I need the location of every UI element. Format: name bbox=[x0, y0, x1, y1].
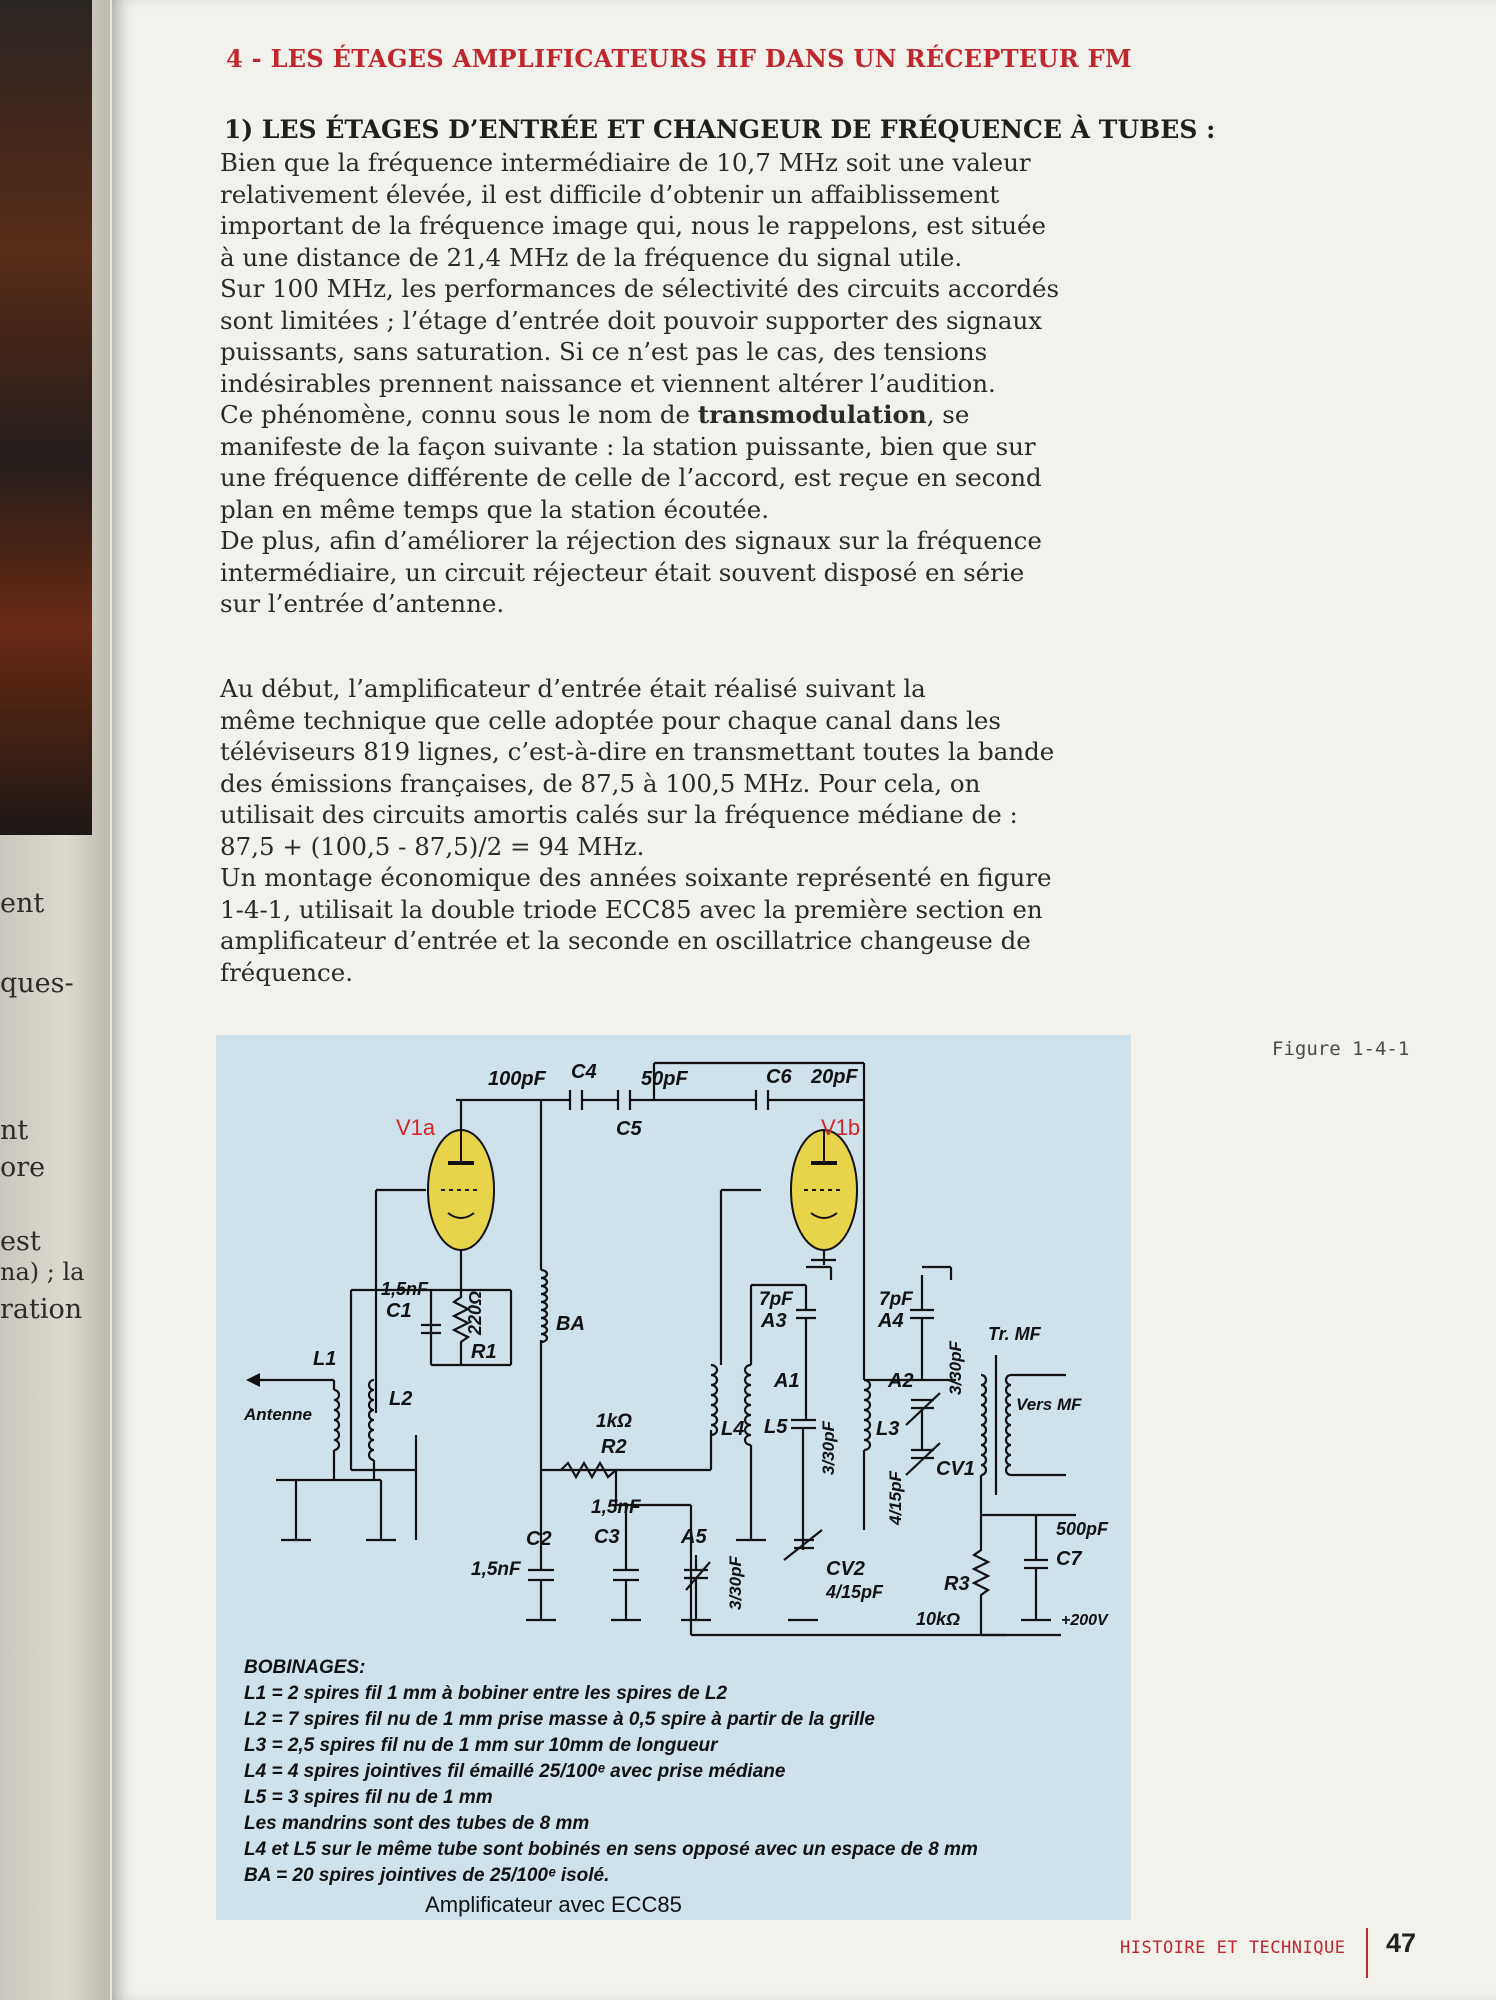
label-c4-value: 100pF bbox=[488, 1068, 546, 1090]
label-c2-value: 1,5nF bbox=[471, 1559, 521, 1580]
text-line: Au début, l’amplificateur d’entrée était réalisé suivant la bbox=[220, 674, 926, 703]
text-line: 87,5 + (100,5 - 87,5)/2 = 94 MHz. bbox=[220, 831, 645, 861]
text-line: sont limitées ; l’étage d’entrée doit pouvoir supporter des signaux bbox=[220, 305, 1043, 335]
windings-line: L1 = 2 spires fil 1 mm à bobiner entre les spires de L2 bbox=[244, 1683, 728, 1704]
windings-line: L5 = 3 spires fil nu de 1 mm bbox=[244, 1787, 493, 1808]
facing-text-fragment: ore bbox=[0, 1152, 46, 1183]
label-cv1-value: 4/15pF bbox=[886, 1471, 905, 1525]
chapter-title: 4 - LES ÉTAGES AMPLIFICATEURS HF DANS UN RÉCEPTEUR FM bbox=[226, 44, 1132, 73]
label-c6-value: 20pF bbox=[811, 1066, 858, 1088]
label-c6: C6 bbox=[766, 1066, 792, 1088]
label-r3-value: 10kΩ bbox=[916, 1609, 961, 1629]
schematic-figure bbox=[216, 1035, 1131, 1920]
label-a4: A4 bbox=[878, 1310, 904, 1332]
label-tr-mf: Tr. MF bbox=[988, 1324, 1041, 1344]
text-line: indésirables prennent naissance et viennent altérer l’audition. bbox=[220, 368, 996, 398]
figure-label: Figure 1-4-1 bbox=[1272, 1038, 1410, 1060]
footer-divider bbox=[1366, 1928, 1368, 1978]
label-l3: L3 bbox=[876, 1418, 900, 1440]
text-line: manifeste de la façon suivante : la station puissante, bien que sur bbox=[220, 431, 1036, 461]
label-cv2-value: 4/15pF bbox=[826, 1582, 884, 1602]
text-run: , se bbox=[926, 400, 970, 429]
label-a3: A3 bbox=[761, 1310, 787, 1332]
facing-text-fragment: ques- bbox=[0, 968, 74, 999]
text-line: De plus, afin d’améliorer la réjection des signaux sur la fréquence bbox=[220, 526, 1042, 555]
label-c7: C7 bbox=[1056, 1548, 1082, 1570]
label-a1-value: 3/30pF bbox=[819, 1421, 838, 1475]
label-c5-value: 50pF bbox=[641, 1068, 688, 1090]
label-c1: C1 bbox=[386, 1300, 412, 1322]
label-a2: A2 bbox=[888, 1370, 914, 1392]
label-a4-value: 7pF bbox=[879, 1289, 913, 1310]
running-footer: HISTOIRE ET TECHNIQUE bbox=[1120, 1938, 1346, 1958]
label-l5: L5 bbox=[764, 1416, 788, 1438]
windings-line: BA = 20 spires jointives de 25/100ᵉ isolé. bbox=[244, 1865, 610, 1886]
text-line: plan en même temps que la station écoutée. bbox=[220, 494, 770, 524]
label-a1: A1 bbox=[774, 1370, 800, 1392]
text-line: même technique que celle adoptée pour chaque canal dans les bbox=[220, 705, 1001, 735]
windings-line: L4 et L5 sur le même tube sont bobinés en sens opposé avec un espace de 8 mm bbox=[244, 1839, 978, 1860]
section-title: 1) LES ÉTAGES D’ENTRÉE ET CHANGEUR DE FRÉQUENCE À TUBES : bbox=[224, 115, 1216, 144]
windings-line: L3 = 2,5 spires fil nu de 1 mm sur 10mm de longueur bbox=[244, 1735, 718, 1756]
windings-list bbox=[244, 1655, 1124, 1889]
windings-title: BOBINAGES: bbox=[244, 1657, 366, 1678]
label-c3-value: 1,5nF bbox=[591, 1497, 641, 1518]
text-line: important de la fréquence image qui, nous le rappelons, est située bbox=[220, 211, 1047, 240]
label-l4: L4 bbox=[721, 1418, 745, 1440]
text-line: à une distance de 21,4 MHz de la fréquence du signal utile. bbox=[220, 242, 963, 272]
body-text-block-1 bbox=[220, 147, 1140, 620]
label-a5: A5 bbox=[681, 1526, 707, 1548]
text-run: Ce phénomène, connu sous le nom de bbox=[220, 400, 698, 429]
text-line: téléviseurs 819 lignes, c’est-à-dire en transmettant toutes la bande bbox=[220, 737, 1055, 766]
text-line: amplificateur d’entrée et la seconde en oscillatrice changeuse de bbox=[220, 926, 1031, 955]
label-v1b: V1b bbox=[821, 1115, 861, 1140]
facing-text-fragment: na) ; la bbox=[0, 1258, 85, 1286]
label-c2: C2 bbox=[526, 1528, 552, 1550]
facing-text-fragment: est bbox=[0, 1226, 41, 1257]
text-line: puissants, sans saturation. Si ce n’est pas le cas, des tensions bbox=[220, 337, 988, 366]
figure-caption: Amplificateur avec ECC85 bbox=[425, 1892, 682, 1917]
windings-line: L2 = 7 spires fil nu de 1 mm prise masse à 0,5 spire à partir de la grille bbox=[244, 1709, 875, 1730]
label-c3: C3 bbox=[594, 1526, 620, 1548]
term-transmodulation: transmodulation bbox=[697, 400, 927, 429]
label-r1: R1 bbox=[471, 1341, 497, 1363]
label-r2-value: 1kΩ bbox=[596, 1411, 632, 1432]
text-line: Bien que la fréquence intermédiaire de 10,7 MHz soit une valeur bbox=[220, 148, 1031, 177]
text-line: 1-4-1, utilisait la double triode ECC85 avec la première section en bbox=[220, 894, 1043, 924]
label-a5-value: 3/30pF bbox=[726, 1556, 745, 1610]
label-cv1: CV1 bbox=[936, 1458, 975, 1480]
text-line: une fréquence différente de celle de l’accord, est reçue en second bbox=[220, 463, 1042, 492]
windings-line: L4 = 4 spires jointives fil émaillé 25/100ᵉ avec prise médiane bbox=[244, 1761, 786, 1782]
body-text-block-2 bbox=[220, 673, 1140, 988]
facing-text-fragment: nt bbox=[0, 1115, 29, 1146]
label-c5: C5 bbox=[616, 1118, 642, 1140]
label-v1a: V1a bbox=[396, 1115, 436, 1140]
text-line: Un montage économique des années soixante représenté en figure bbox=[220, 863, 1052, 892]
label-c7-value: 500pF bbox=[1056, 1519, 1109, 1539]
facing-page-photo bbox=[0, 0, 92, 835]
text-line: utilisait des circuits amortis calés sur la fréquence médiane de : bbox=[220, 800, 1018, 829]
text-line: fréquence. bbox=[220, 957, 354, 987]
label-l2: L2 bbox=[389, 1388, 413, 1410]
label-r2: R2 bbox=[601, 1436, 627, 1458]
label-l1: L1 bbox=[313, 1348, 337, 1370]
windings-line: Les mandrins sont des tubes de 8 mm bbox=[244, 1813, 590, 1834]
facing-text-fragment: ent bbox=[0, 888, 45, 919]
text-line bbox=[220, 399, 1140, 431]
text-line: sur l’entrée d’antenne. bbox=[220, 589, 505, 618]
label-c1-value: 1,5nF bbox=[381, 1279, 429, 1299]
label-supply: +200V bbox=[1061, 1612, 1108, 1629]
text-line: Sur 100 MHz, les performances de sélectivité des circuits accordés bbox=[220, 274, 1060, 303]
label-r3: R3 bbox=[944, 1573, 970, 1595]
label-a2-value: 3/30pF bbox=[946, 1341, 965, 1395]
label-ba: BA bbox=[556, 1313, 585, 1335]
label-antenna: Antenne bbox=[244, 1405, 312, 1424]
text-line: des émissions françaises, de 87,5 à 100,5 MHz. Pour cela, on bbox=[220, 768, 981, 798]
label-c4: C4 bbox=[571, 1061, 597, 1083]
text-line: relativement élevée, il est difficile d’obtenir un affaiblissement bbox=[220, 179, 1000, 209]
label-cv2: CV2 bbox=[826, 1558, 865, 1580]
text-line: intermédiaire, un circuit réjecteur était souvent disposé en série bbox=[220, 557, 1025, 587]
label-r1-value: 220Ω bbox=[465, 1290, 485, 1335]
facing-page bbox=[0, 0, 110, 2000]
label-vers-mf: Vers MF bbox=[1016, 1395, 1082, 1414]
label-a3-value: 7pF bbox=[759, 1289, 793, 1310]
facing-text-fragment: ration bbox=[0, 1294, 83, 1325]
page-number: 47 bbox=[1386, 1928, 1417, 1958]
